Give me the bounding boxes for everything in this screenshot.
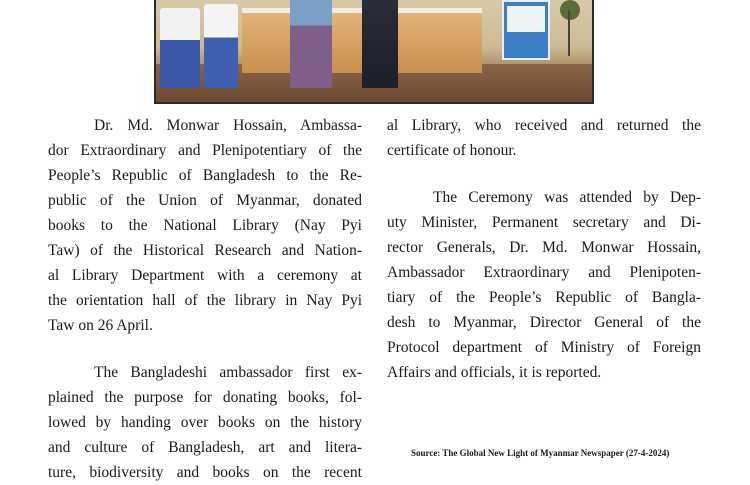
right-paragraph-1	[387, 113, 701, 163]
text-line: the orientation hall of the library in Nay Pyi	[48, 292, 362, 309]
left-paragraph-1	[48, 113, 362, 338]
text-line: public of the Union of Myanmar, donated	[48, 192, 362, 209]
text-line: rector Generals, Dr. Md. Monwar Hossain,	[387, 239, 701, 256]
text-line: The Bangladeshi ambassador first ex-	[94, 364, 362, 381]
text-line: Taw) of the Historical Research and Nation-	[48, 242, 362, 259]
source-credit: Source: The Global New Light of Myanmar Newspaper (27-4-2024)	[411, 448, 670, 458]
text-line: books to the National Library (Nay Pyi	[48, 217, 362, 234]
text-line: People’s Republic of Bangladesh to the Re-	[48, 167, 362, 184]
text-line: desh to Myanmar, Director General of the	[387, 314, 701, 331]
text-line: al Library, who received and returned the	[387, 117, 701, 134]
text-line: plained the purpose for donating books, fol-	[48, 389, 362, 406]
text-line: uty Minister, Permanent secretary and Di-	[387, 214, 701, 231]
text-line: and culture of Bangladesh, art and litera-	[48, 439, 362, 456]
text-line: Protocol department of Ministry of Foreign	[387, 339, 701, 356]
ceremony-photo	[154, 0, 594, 104]
left-column	[48, 113, 362, 485]
text-line: Dr. Md. Monwar Hossain, Ambassa-	[94, 117, 362, 134]
text-line: tiary of the People’s Republic of Bangla-	[387, 289, 701, 306]
text-line: dor Extraordinary and Plenipotentiary of the	[48, 142, 362, 159]
text-line: al Library Department with a ceremony at	[48, 267, 362, 284]
text-line: Ambassador Extraordinary and Plenipoten-	[387, 264, 701, 281]
text-line: Affairs and officials, it is reported.	[387, 364, 602, 381]
text-line: The Ceremony was attended by Dep-	[433, 189, 701, 206]
text-line: certificate of honour.	[387, 142, 517, 159]
text-line: ture, biodiversity and books on the recent	[48, 464, 362, 481]
left-paragraph-2	[48, 360, 362, 485]
text-line: lowed by handing over books on the history	[48, 414, 362, 431]
right-paragraph-2	[387, 185, 701, 385]
right-column	[387, 113, 701, 385]
text-line: Taw on 26 April.	[48, 317, 153, 334]
